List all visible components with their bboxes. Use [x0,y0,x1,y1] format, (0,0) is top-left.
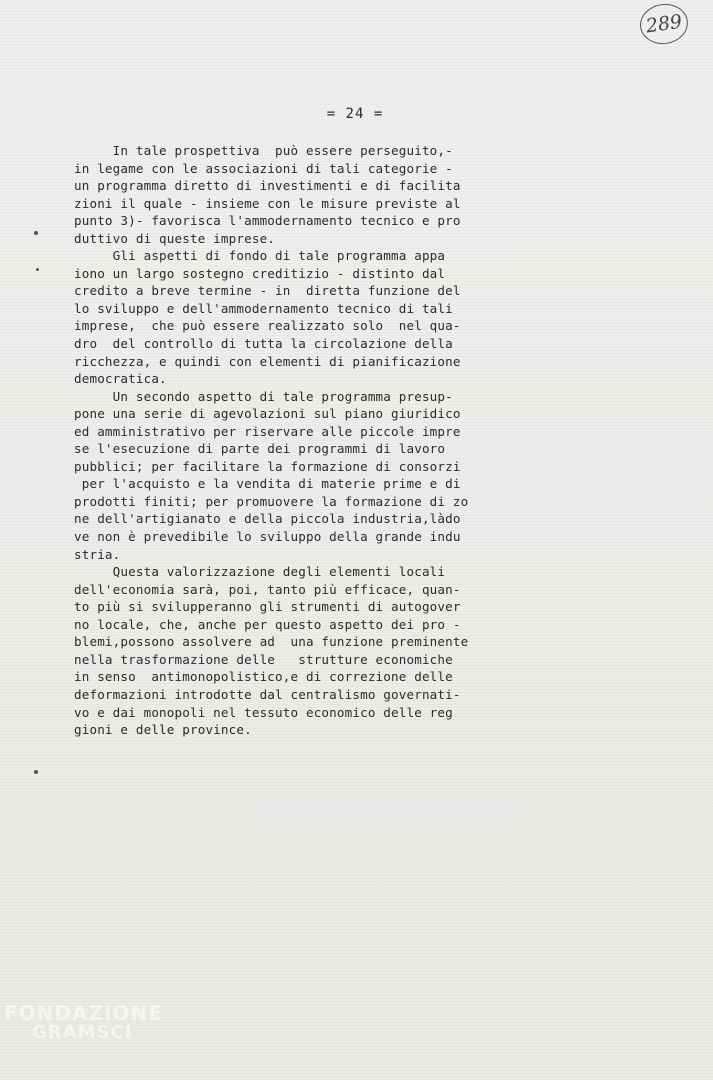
text-line: duttivo di queste imprese. [74,230,276,246]
text-line: dell'economia sarà, poi, tanto più efficace, quan- [74,581,461,597]
margin-mark [34,231,38,235]
text-line: se l'esecuzione di parte dei programmi di lavoro [74,441,446,457]
text-line: Questa valorizzazione degli elementi locali [74,564,446,580]
margin-mark [34,770,38,774]
text-line: democratica. [74,371,167,387]
text-line: blemi,possono assolvere ad una funzione preminente [74,634,469,650]
text-line: no locale, che, anche per questo aspetto dei pro - [74,616,461,632]
margin-mark [36,268,39,271]
text-line: punto 3)- favorisca l'ammodernamento tecnico e pro [74,213,461,229]
text-line: iono un largo sostegno creditizio - distinto dal [74,265,446,281]
text-line: in senso antimonopolistico,e di correzione delle [74,669,453,685]
text-line: ne dell'artigianato e della piccola industria,làdo [74,511,461,527]
text-line: ricchezza, e quindi con elementi di pianificazione [74,353,461,369]
text-line: In tale prospettiva può essere perseguito,- [74,143,453,158]
text-line: lo sviluppo e dell'ammodernamento tecnico di tali [74,300,453,316]
watermark-line-2: GRAMSCI [32,1022,133,1043]
text-line: in legame con le associazioni di tali categorie - [74,160,453,176]
page-number: = 24 = [326,106,384,122]
folio-stamp [637,1,690,47]
archive-watermark [4,1003,163,1043]
text-line: un programma diretto di investimenti e di facilita [74,178,461,194]
text-line: gioni e delle province. [74,722,252,738]
text-line: stria. [74,546,121,562]
watermark-line-1: FONDAZIONE [4,1001,163,1025]
text-line: nella trasformazione delle strutture economiche [74,651,453,667]
typed-text-body [74,142,514,739]
text-line: Un secondo aspetto di tale programma presup- [74,388,453,404]
text-line: Gli aspetti di fondo di tale programma appa [74,248,446,264]
text-line: imprese, che può essere realizzato solo nel qua- [74,318,461,334]
text-line: credito a breve termine - in diretta funzione del [74,283,461,299]
folio-number: 289 [644,10,684,38]
text-line: pubblici; per facilitare la formazione di consorzi [74,458,461,474]
text-line: to più si svilupperanno gli strumenti di autogover [74,599,461,615]
text-line: ed amministrativo per riservare alle piccole impre [74,423,461,439]
text-line: ve non è prevedibile lo sviluppo della grande indu [74,529,461,545]
text-line: prodotti finiti; per promuovere la formazione di zo [74,493,469,509]
text-line: vo e dai monopoli nel tessuto economico delle reg [74,704,453,720]
text-line: dro del controllo di tutta la circolazione della [74,336,453,352]
text-line: deformazioni introdotte dal centralismo governati- [74,686,461,702]
text-line: zioni il quale - insieme con le misure previste al [74,195,461,211]
text-line: pone una serie di agevolazioni sul piano giuridico [74,406,461,422]
text-line: per l'acquisto e la vendita di materie prime e di [74,476,461,492]
